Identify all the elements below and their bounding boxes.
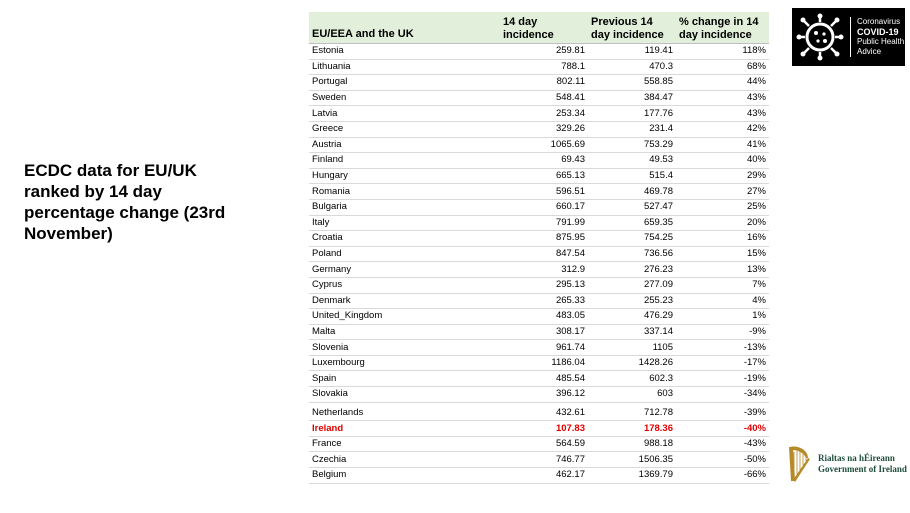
cell-14-day-incidence: 312.9 <box>500 262 588 278</box>
cell-14-day-incidence: 802.11 <box>500 75 588 91</box>
cell-country: Belgium <box>309 468 500 484</box>
header-previous-14-day-incidence: Previous 14 day incidence <box>588 12 676 44</box>
cell-country: Bulgaria <box>309 199 500 215</box>
cell-country: Poland <box>309 246 500 262</box>
covid-logo-line-3: Public Health <box>857 37 905 46</box>
cell-country: Estonia <box>309 44 500 60</box>
cell-14-day-incidence: 253.34 <box>500 106 588 122</box>
cell-country: Malta <box>309 324 500 340</box>
cell-percent-change: 25% <box>676 199 769 215</box>
cell-previous-14-day-incidence: 753.29 <box>588 137 676 153</box>
cell-percent-change: 41% <box>676 137 769 153</box>
cell-14-day-incidence: 483.05 <box>500 309 588 325</box>
table-row <box>309 387 769 403</box>
cell-percent-change: 4% <box>676 293 769 309</box>
cell-percent-change: -40% <box>676 421 769 437</box>
cell-previous-14-day-incidence: 277.09 <box>588 277 676 293</box>
cell-country: Cyprus <box>309 277 500 293</box>
cell-country: Latvia <box>309 106 500 122</box>
cell-country: France <box>309 436 500 452</box>
cell-percent-change: 43% <box>676 106 769 122</box>
cell-14-day-incidence: 107.83 <box>500 421 588 437</box>
cell-14-day-incidence: 847.54 <box>500 246 588 262</box>
table-row <box>309 75 769 91</box>
covid-logo-line-1: Coronavirus <box>857 17 901 26</box>
table-row <box>309 436 769 452</box>
cell-previous-14-day-incidence: 177.76 <box>588 106 676 122</box>
cell-percent-change: -9% <box>676 324 769 340</box>
table-row <box>309 452 769 468</box>
cell-previous-14-day-incidence: 515.4 <box>588 168 676 184</box>
cell-percent-change: 27% <box>676 184 769 200</box>
table-body <box>309 44 769 484</box>
incidence-table-container <box>309 12 769 484</box>
cell-14-day-incidence: 462.17 <box>500 468 588 484</box>
cell-previous-14-day-incidence: 231.4 <box>588 121 676 137</box>
table-row <box>309 121 769 137</box>
covid-19-public-health-logo <box>792 8 905 66</box>
cell-percent-change: 1% <box>676 309 769 325</box>
cell-percent-change: 68% <box>676 59 769 75</box>
cell-country: Romania <box>309 184 500 200</box>
table-row <box>309 371 769 387</box>
cell-14-day-incidence: 791.99 <box>500 215 588 231</box>
cell-percent-change: 118% <box>676 44 769 60</box>
cell-14-day-incidence: 660.17 <box>500 199 588 215</box>
cell-percent-change: 13% <box>676 262 769 278</box>
table-row <box>309 215 769 231</box>
table-row <box>309 293 769 309</box>
cell-previous-14-day-incidence: 527.47 <box>588 199 676 215</box>
cell-country: Hungary <box>309 168 500 184</box>
government-of-ireland-logo <box>784 444 908 484</box>
cell-country: Slovakia <box>309 387 500 403</box>
cell-country: Croatia <box>309 231 500 247</box>
cell-country: Greece <box>309 121 500 137</box>
cell-previous-14-day-incidence: 1506.35 <box>588 452 676 468</box>
cell-country: Lithuania <box>309 59 500 75</box>
cell-percent-change: 7% <box>676 277 769 293</box>
cell-previous-14-day-incidence: 476.29 <box>588 309 676 325</box>
cell-previous-14-day-incidence: 712.78 <box>588 402 676 421</box>
cell-percent-change: 15% <box>676 246 769 262</box>
cell-percent-change: -13% <box>676 340 769 356</box>
cell-14-day-incidence: 69.43 <box>500 153 588 169</box>
cell-percent-change: 44% <box>676 75 769 91</box>
table-row <box>309 355 769 371</box>
cell-14-day-incidence: 746.77 <box>500 452 588 468</box>
cell-previous-14-day-incidence: 470.3 <box>588 59 676 75</box>
cell-14-day-incidence: 432.61 <box>500 402 588 421</box>
cell-14-day-incidence: 788.1 <box>500 59 588 75</box>
cell-country: Slovenia <box>309 340 500 356</box>
table-row <box>309 421 769 437</box>
cell-country: Netherlands <box>309 402 500 421</box>
cell-previous-14-day-incidence: 754.25 <box>588 231 676 247</box>
header-14-day-incidence: 14 day incidence <box>500 12 588 44</box>
cell-country: Austria <box>309 137 500 153</box>
cell-14-day-incidence: 295.13 <box>500 277 588 293</box>
table-row <box>309 90 769 106</box>
cell-country: United_Kingdom <box>309 309 500 325</box>
cell-percent-change: 40% <box>676 153 769 169</box>
cell-percent-change: -43% <box>676 436 769 452</box>
cell-14-day-incidence: 1186.04 <box>500 355 588 371</box>
table-row <box>309 246 769 262</box>
cell-percent-change: -50% <box>676 452 769 468</box>
table-row <box>309 231 769 247</box>
government-logo-text <box>818 453 907 475</box>
cell-previous-14-day-incidence: 178.36 <box>588 421 676 437</box>
incidence-table <box>309 12 769 484</box>
cell-percent-change: 43% <box>676 90 769 106</box>
harp-icon <box>784 444 812 484</box>
table-row <box>309 468 769 484</box>
cell-percent-change: 16% <box>676 231 769 247</box>
table-row <box>309 184 769 200</box>
table-row <box>309 168 769 184</box>
cell-previous-14-day-incidence: 255.23 <box>588 293 676 309</box>
cell-previous-14-day-incidence: 603 <box>588 387 676 403</box>
cell-14-day-incidence: 485.54 <box>500 371 588 387</box>
table-row <box>309 262 769 278</box>
cell-previous-14-day-incidence: 49.53 <box>588 153 676 169</box>
cell-percent-change: 20% <box>676 215 769 231</box>
header-percent-change: % change in 14 day incidence <box>676 12 769 44</box>
cell-percent-change: -66% <box>676 468 769 484</box>
cell-previous-14-day-incidence: 988.18 <box>588 436 676 452</box>
cell-country: Portugal <box>309 75 500 91</box>
cell-previous-14-day-incidence: 659.35 <box>588 215 676 231</box>
cell-previous-14-day-incidence: 602.3 <box>588 371 676 387</box>
cell-14-day-incidence: 329.26 <box>500 121 588 137</box>
table-row <box>309 309 769 325</box>
cell-percent-change: -19% <box>676 371 769 387</box>
cell-previous-14-day-incidence: 119.41 <box>588 44 676 60</box>
cell-14-day-incidence: 875.95 <box>500 231 588 247</box>
cell-percent-change: -17% <box>676 355 769 371</box>
covid-logo-line-4: Advice <box>857 47 882 56</box>
cell-percent-change: 29% <box>676 168 769 184</box>
cell-14-day-incidence: 665.13 <box>500 168 588 184</box>
cell-14-day-incidence: 564.59 <box>500 436 588 452</box>
table-row <box>309 153 769 169</box>
cell-percent-change: 42% <box>676 121 769 137</box>
cell-14-day-incidence: 961.74 <box>500 340 588 356</box>
government-logo-line-1: Rialtas na hÉireann <box>818 453 895 463</box>
table-row <box>309 59 769 75</box>
cell-14-day-incidence: 596.51 <box>500 184 588 200</box>
cell-previous-14-day-incidence: 337.14 <box>588 324 676 340</box>
government-logo-line-2: Government of Ireland <box>818 464 907 474</box>
table-row <box>309 106 769 122</box>
slide-title: ECDC data for EU/UK ranked by 14 day percentage change (23rd November) <box>24 161 226 243</box>
cell-country: Spain <box>309 371 500 387</box>
cell-14-day-incidence: 396.12 <box>500 387 588 403</box>
cell-country: Italy <box>309 215 500 231</box>
virus-icon <box>796 13 844 61</box>
header-country: EU/EEA and the UK <box>309 12 500 44</box>
table-row <box>309 277 769 293</box>
cell-country: Luxembourg <box>309 355 500 371</box>
table-header-row <box>309 12 769 44</box>
cell-14-day-incidence: 265.33 <box>500 293 588 309</box>
cell-country: Finland <box>309 153 500 169</box>
cell-country: Sweden <box>309 90 500 106</box>
cell-14-day-incidence: 548.41 <box>500 90 588 106</box>
cell-14-day-incidence: 308.17 <box>500 324 588 340</box>
table-row <box>309 402 769 421</box>
cell-country: Germany <box>309 262 500 278</box>
table-row <box>309 137 769 153</box>
cell-14-day-incidence: 259.81 <box>500 44 588 60</box>
cell-previous-14-day-incidence: 558.85 <box>588 75 676 91</box>
cell-previous-14-day-incidence: 1369.79 <box>588 468 676 484</box>
table-row <box>309 324 769 340</box>
cell-country: Czechia <box>309 452 500 468</box>
cell-percent-change: -39% <box>676 402 769 421</box>
cell-previous-14-day-incidence: 276.23 <box>588 262 676 278</box>
cell-14-day-incidence: 1065.69 <box>500 137 588 153</box>
cell-previous-14-day-incidence: 736.56 <box>588 246 676 262</box>
cell-previous-14-day-incidence: 384.47 <box>588 90 676 106</box>
cell-previous-14-day-incidence: 1428.26 <box>588 355 676 371</box>
covid-logo-text <box>850 17 904 57</box>
table-row <box>309 44 769 60</box>
table-row <box>309 340 769 356</box>
cell-percent-change: -34% <box>676 387 769 403</box>
cell-previous-14-day-incidence: 469.78 <box>588 184 676 200</box>
covid-logo-line-2: COVID-19 <box>857 27 899 37</box>
cell-country: Denmark <box>309 293 500 309</box>
cell-previous-14-day-incidence: 1105 <box>588 340 676 356</box>
table-row <box>309 199 769 215</box>
cell-country: Ireland <box>309 421 500 437</box>
